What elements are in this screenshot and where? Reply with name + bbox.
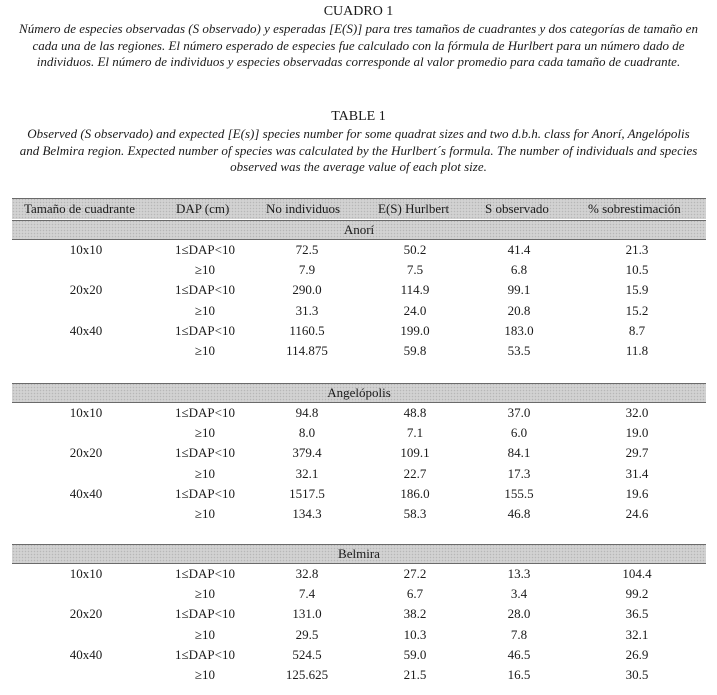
table-cell: 31.4 (625, 465, 649, 481)
table-cell: 58.3 (403, 506, 427, 521)
header-cell: S observado (485, 201, 549, 216)
table-cell: 72.5 (295, 242, 319, 257)
table-cell: 11.8 (625, 343, 649, 358)
table-title: TABLE 1 (331, 109, 386, 124)
table-cell: 53.5 (507, 343, 531, 358)
table-cell: 29.7 (625, 445, 649, 461)
table-cell: 131.0 (292, 606, 322, 622)
table-cell: 40x40 (69, 646, 103, 662)
table-cell: 10x10 (69, 405, 103, 420)
table-cell: 10.3 (403, 626, 427, 642)
table-cell: 104.4 (622, 566, 652, 581)
table-cell: 19.0 (625, 425, 649, 441)
divider (12, 402, 706, 403)
table-cell: 109.1 (400, 445, 430, 461)
table-cell: 114.875 (286, 343, 328, 358)
table-cell: 48.8 (403, 405, 427, 420)
table-cell: 40x40 (69, 322, 103, 338)
divider (12, 563, 706, 564)
table-cell: 114.9 (400, 282, 430, 298)
table-cell: ≥10 (194, 343, 216, 358)
cuadro-title: CUADRO 1 (323, 4, 394, 19)
table-cell: 199.0 (400, 322, 430, 338)
table-cell: 1≤DAP<10 (175, 242, 235, 257)
table-cell: 17.3 (507, 465, 531, 481)
table-cell: 8.0 (298, 425, 316, 441)
table-cell: 36.5 (625, 606, 649, 622)
table-cell: 22.7 (403, 465, 427, 481)
table-cell: 41.4 (507, 242, 531, 257)
table-cell: 8.7 (628, 322, 646, 338)
table-cell: 1517.5 (289, 485, 325, 501)
table-cell: 7.9 (298, 262, 316, 278)
table-cell: 134.3 (292, 506, 322, 521)
table-cell: ≥10 (194, 626, 216, 642)
table-cell: 21.3 (625, 242, 649, 257)
table-cell: 20x20 (69, 606, 103, 622)
table-cell: 7.1 (406, 425, 424, 441)
table-cell: 30.5 (625, 667, 649, 682)
table-cell: 99.1 (507, 282, 531, 298)
table-cell: 46.5 (507, 646, 531, 662)
table-cell: ≥10 (194, 425, 216, 441)
table-cell: 1≤DAP<10 (175, 485, 235, 501)
table-cell: 20x20 (69, 282, 103, 298)
table-cell: 26.9 (625, 646, 649, 662)
table-cell: 28.0 (507, 606, 531, 622)
region-title: Anorí (343, 222, 375, 237)
table-cell: 16.5 (507, 667, 531, 682)
table-cell: 6.7 (406, 586, 424, 602)
table-cell: 31.3 (295, 302, 319, 318)
table-cell: 1≤DAP<10 (175, 282, 235, 298)
table-cell: 59.0 (403, 646, 427, 662)
table-cell: 15.2 (625, 302, 649, 318)
table-cell: 1≤DAP<10 (175, 405, 235, 420)
table-cell: 3.4 (510, 586, 528, 602)
table-cell: 94.8 (295, 405, 319, 420)
table-cell: 20.8 (507, 302, 531, 318)
table-cell: 183.0 (504, 322, 534, 338)
table-cell: 155.5 (504, 485, 534, 501)
header-cell: % sobrestimación (588, 201, 681, 216)
table-cell: 1≤DAP<10 (175, 606, 235, 622)
table-cell: 32.0 (625, 405, 649, 420)
table-cell: 29.5 (295, 626, 319, 642)
table-cell: 32.1 (625, 626, 649, 642)
table-cell: 99.2 (625, 586, 649, 602)
table-caption: Observed (S observado) and expected [E(s)] species number for some quadrat sizes and two d.b.h. class for Anorí, Angelópolis and Belmira region. Expected number of species was calculated by the Hurlbert´s formula. The number of individuals and species observed was the average value of each plot size. (19, 126, 698, 174)
table-cell: 6.0 (510, 425, 528, 441)
table-cell: 50.2 (403, 242, 427, 257)
region-title: Angelópolis (327, 385, 391, 400)
table-cell: 84.1 (507, 445, 531, 461)
table-cell: 1160.5 (289, 322, 325, 338)
table-cell: 186.0 (400, 485, 430, 501)
table-cell: 10x10 (69, 566, 103, 581)
divider (12, 220, 706, 221)
header-cell: Tamaño de cuadrante (24, 201, 135, 216)
table-cell: 6.8 (510, 262, 528, 278)
table-cell: 13.3 (507, 566, 531, 581)
table-cell: ≥10 (194, 302, 216, 318)
divider (12, 383, 706, 384)
divider (12, 198, 706, 199)
table-cell: 7.5 (406, 262, 424, 278)
table-cell: 15.9 (625, 282, 649, 298)
table-cell: 1≤DAP<10 (175, 566, 235, 581)
table-cell: 24.6 (625, 506, 649, 521)
header-cell: No individuos (266, 201, 341, 216)
table-cell: 1≤DAP<10 (175, 322, 235, 338)
table-cell: ≥10 (194, 586, 216, 602)
cuadro-caption: Número de especies observadas (S observado) y esperadas [E(S)] para tres tamaños de cuadrantes y dos categorías de tamaño en cada una de las regiones. El número esperado de especies fue calculado con la fórmula de Hurlbert para un número dado de individuos. El número de individuos y especies observadas corresponde al valor promedio para cada tamaño de cuadrante. (19, 21, 698, 69)
table-cell: 379.4 (292, 445, 322, 461)
table-cell: 20x20 (69, 445, 103, 461)
table-cell: 40x40 (69, 485, 103, 501)
table-cell: 38.2 (403, 606, 427, 622)
table-cell: ≥10 (194, 667, 216, 682)
region-title: Belmira (338, 546, 380, 561)
divider (12, 544, 706, 545)
table-cell: 27.2 (403, 566, 427, 581)
table-cell: 32.8 (295, 566, 319, 581)
divider (12, 239, 706, 240)
header-cell: E(S) Hurlbert (378, 201, 450, 216)
table-cell: 290.0 (292, 282, 322, 298)
table-cell: 1≤DAP<10 (175, 646, 235, 662)
table-cell: 19.6 (625, 485, 649, 501)
table-cell: 32.1 (295, 465, 319, 481)
table-cell: 21.5 (403, 667, 427, 682)
table-cell: 7.8 (510, 626, 528, 642)
header-cell: DAP (cm) (176, 201, 230, 216)
table-cell: 37.0 (507, 405, 531, 420)
table-cell: 24.0 (403, 302, 427, 318)
table-cell: 10.5 (625, 262, 649, 278)
table-cell: ≥10 (194, 465, 216, 481)
table-cell: 59.8 (403, 343, 427, 358)
table-cell: 1≤DAP<10 (175, 445, 235, 461)
table-cell: 10x10 (69, 242, 103, 257)
table-cell: ≥10 (194, 262, 216, 278)
table-cell: 125.625 (285, 667, 329, 682)
table-cell: 524.5 (292, 646, 322, 662)
table-cell: 7.4 (298, 586, 316, 602)
table-cell: ≥10 (194, 506, 216, 521)
table-cell: 46.8 (507, 506, 531, 521)
